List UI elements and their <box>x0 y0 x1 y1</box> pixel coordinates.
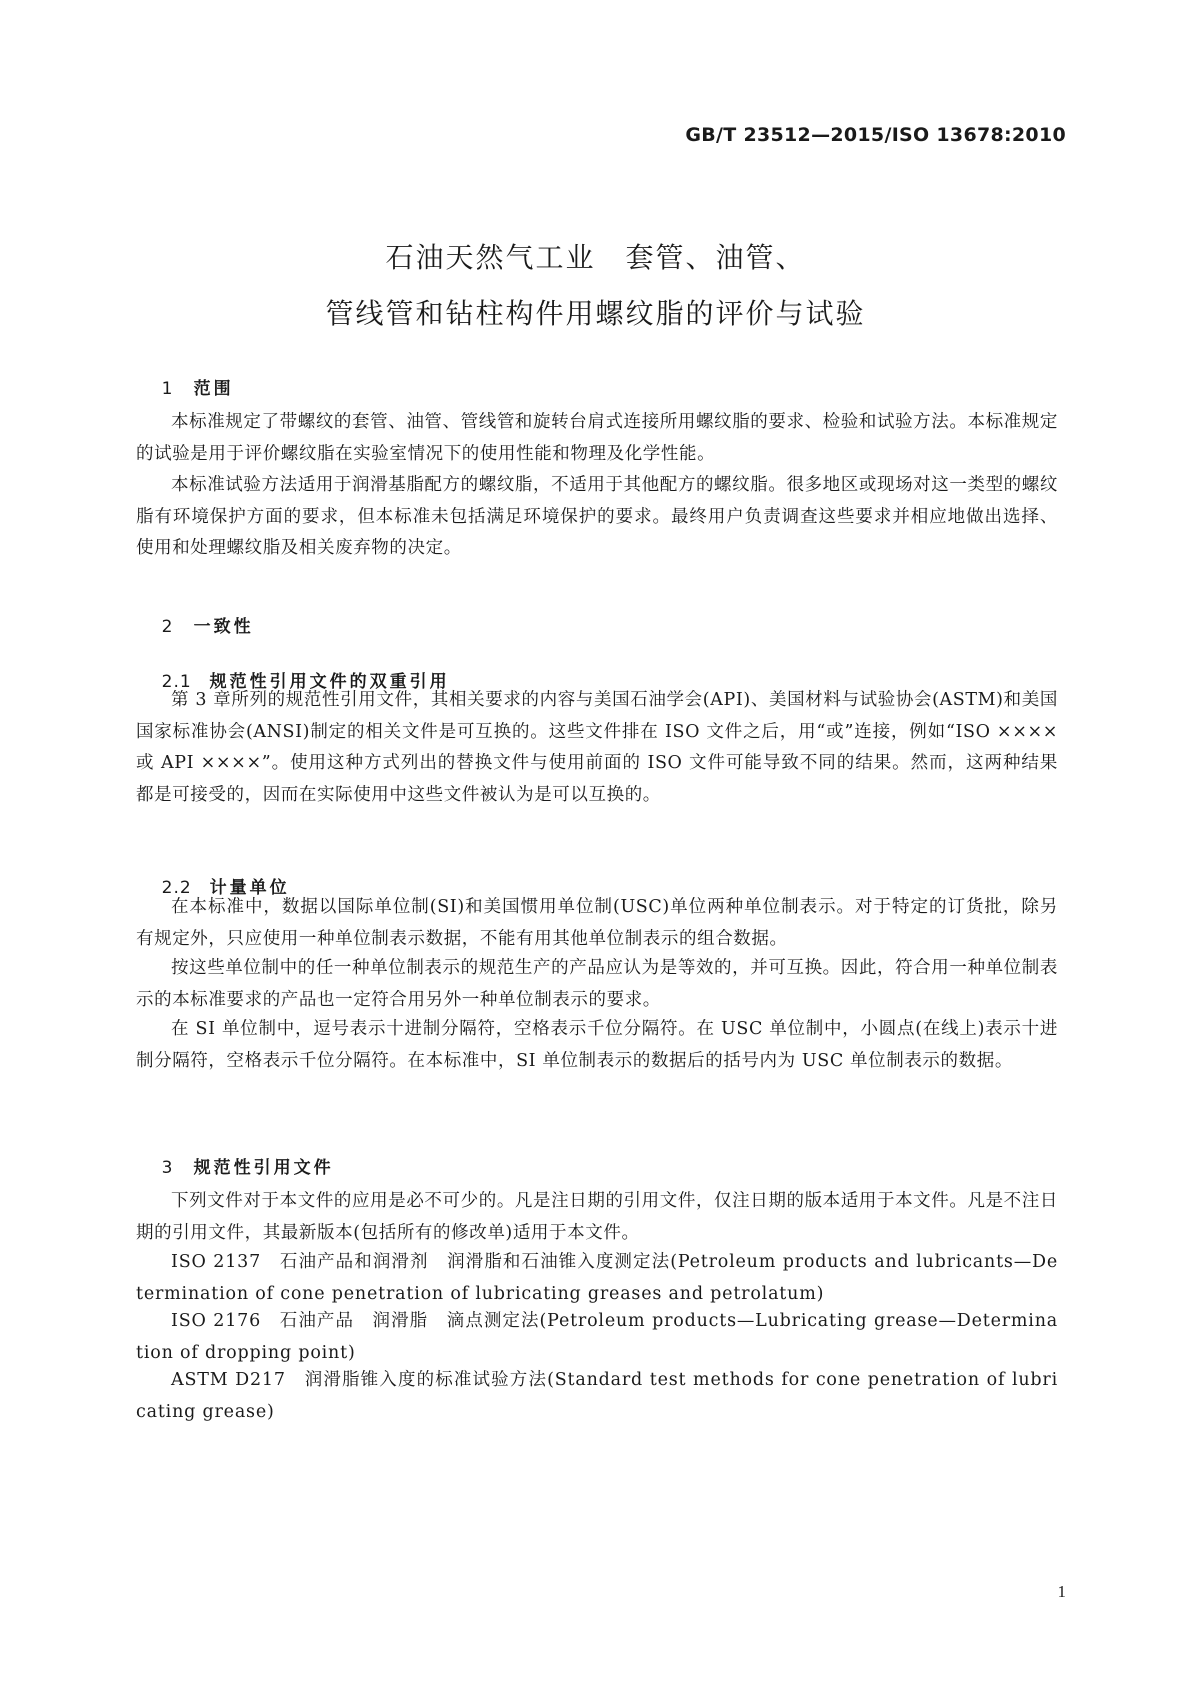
section-title: 计量单位 <box>209 878 290 898</box>
reference-item: ASTM D217 润滑脂锥入度的标准试验方法(Standard test methods for cone penetration of lubricating grease) <box>136 1370 1058 1422</box>
section-2-2-paragraph-2: 按这些单位制中的任一种单位制表示的规范生产的产品应认为是等效的，并可互换。因此，符合用一种单位制表示的本标准要求的产品也一定符合用另外一种单位制表示的要求。 <box>136 958 1058 1010</box>
section-title: 一致性 <box>193 617 254 637</box>
section-title: 规范性引用文件的双重引用 <box>209 672 450 692</box>
title-line-2: 管线管和钻柱构件用螺纹脂的评价与试验 <box>325 297 866 330</box>
reference-item: ISO 2137 石油产品和润滑剂 润滑脂和石油锥入度测定法(Petroleum products and lubricants—Determination of cone penetration of lubricating greases and petrolatum) <box>136 1252 1058 1304</box>
section-title: 范围 <box>193 379 234 399</box>
section-2-2-paragraph-3: 在 SI 单位制中，逗号表示十进制分隔符，空格表示千位分隔符。在 USC 单位制中，小圆点(在线上)表示十进制分隔符，空格表示千位分隔符。在本标准中，SI 单位制表示的数据后的括号内为 USC 单位制表示的数据。 <box>136 1019 1058 1071</box>
section-title: 规范性引用文件 <box>193 1158 334 1178</box>
standard-code: GB/T 23512—2015/ISO 13678:2010 <box>685 124 1066 146</box>
section-number: 2.1 <box>161 672 192 692</box>
reference-item: ISO 2176 石油产品 润滑脂 滴点测定法(Petroleum products—Lubricating grease—Determination of dropping point) <box>136 1311 1058 1363</box>
section-2-1-paragraph-1: 第 3 章所列的规范性引用文件，其相关要求的内容与美国石油学会(API)、美国材料与试验协会(ASTM)和美国国家标准协会(ANSI)制定的相关文件是可互换的。这些文件排在 ISO 文件之后，用“或”连接，例如“ISO ××××或 API ××××”。使用这种方式列出的替换文件与使用前面的 ISO 文件可能导致不同的结果。然而，这两种结果都是可接受的，因而在实际使用中这些文件被认为是可以互换的。 <box>136 690 1058 805</box>
section-number: 2.2 <box>161 878 192 898</box>
section-number: 1 <box>161 379 174 399</box>
section-1-paragraph-2: 本标准试验方法适用于润滑基脂配方的螺纹脂，不适用于其他配方的螺纹脂。很多地区或现场对这一类型的螺纹脂有环境保护方面的要求，但本标准未包括满足环境保护的要求。最终用户负责调查这些要求并相应地做出选择、使用和处理螺纹脂及相关废弃物的决定。 <box>136 475 1058 558</box>
section-1-paragraph-1: 本标准规定了带螺纹的套管、油管、管线管和旋转台肩式连接所用螺纹脂的要求、检验和试验方法。本标准规定的试验是用于评价螺纹脂在实验室情况下的使用性能和物理及化学性能。 <box>136 412 1058 464</box>
section-number: 3 <box>161 1158 174 1178</box>
page-number: 1 <box>1057 1582 1066 1601</box>
title-line-1: 石油天然气工业 套管、油管、 <box>385 241 806 274</box>
section-number: 2 <box>161 617 174 637</box>
section-2-2-paragraph-1: 在本标准中，数据以国际单位制(SI)和美国惯用单位制(USC)单位两种单位制表示。对于特定的订货批，除另有规定外，只应使用一种单位制表示数据，不能有用其他单位制表示的组合数据。 <box>136 897 1058 949</box>
document-title <box>0 230 1191 342</box>
section-3-paragraph-1: 下列文件对于本文件的应用是必不可少的。凡是注日期的引用文件，仅注日期的版本适用于本文件。凡是不注日期的引用文件，其最新版本(包括所有的修改单)适用于本文件。 <box>136 1191 1058 1243</box>
